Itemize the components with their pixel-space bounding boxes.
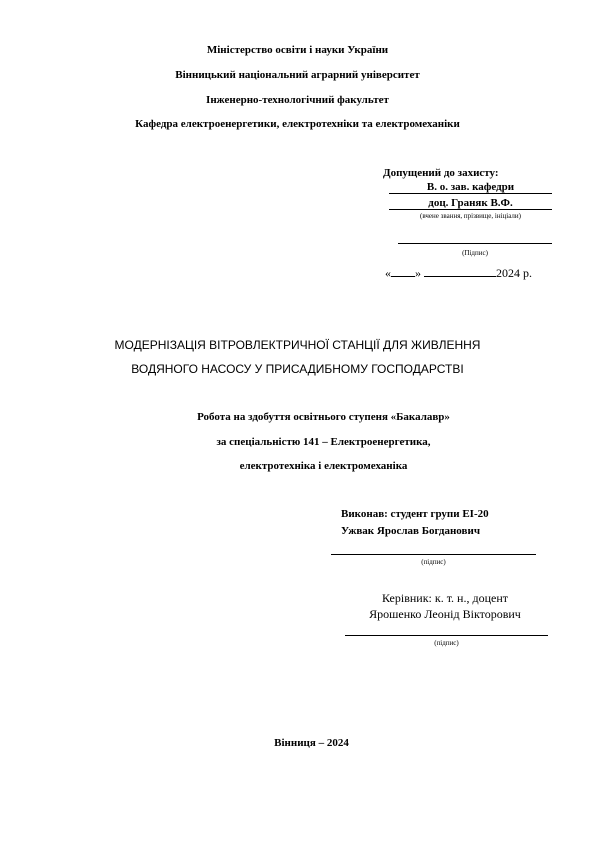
supervisor-name: Ярошенко Леонід Вікторович	[369, 607, 521, 621]
university-heading: Вінницький національний аграрний університет	[175, 69, 420, 81]
faculty-heading: Інженерно-технологічний факультет	[206, 94, 389, 106]
thesis-title-line2: ВОДЯНОГО НАСОСУ У ПРИСАДИБНОМУ ГОСПОДАРСТВІ	[131, 362, 464, 376]
position-label: В. о. зав. кафедри	[426, 181, 515, 193]
ministry-heading: Міністерство освіти і науки України	[206, 44, 389, 56]
supervisor-signature-caption: (підпис)	[434, 639, 459, 647]
city-year: Вінниця – 2024	[274, 737, 349, 749]
approval-date	[385, 266, 532, 281]
department-heading: Кафедра електроенергетики, електротехніки та електромеханіки	[135, 118, 460, 130]
supervisor-signature-line	[345, 635, 548, 636]
date-month-blank	[424, 266, 496, 277]
date-close-quote: »	[415, 266, 421, 280]
degree-line2: за спеціальністю 141 – Електроенергетика,	[216, 436, 431, 448]
head-signature-caption: (Підпис)	[462, 249, 488, 257]
performer-signature-caption: (підпис)	[421, 558, 446, 566]
performer-name: Ужвак Ярослав Богданович	[341, 525, 481, 537]
position-underline	[389, 193, 552, 194]
name-underline	[389, 209, 552, 210]
performer-signature-line	[331, 554, 536, 555]
head-name: доц. Граняк В.Ф.	[428, 197, 513, 209]
date-year: 2024 р.	[496, 266, 532, 280]
degree-line3: електротехніка і електромеханіка	[239, 460, 408, 472]
head-signature-line	[398, 243, 552, 244]
date-day-blank	[391, 266, 415, 277]
supervisor-label: Керівник: к. т. н., доцент	[382, 591, 508, 605]
date-open-quote: «	[385, 266, 391, 280]
admitted-label: Допущений до захисту:	[383, 167, 499, 179]
name-caption: (вчене звання, прізвище, ініціали)	[420, 212, 521, 220]
thesis-title-line1: МОДЕРНІЗАЦІЯ ВІТРОВЛЕКТРИЧНОЇ СТАНЦІЇ ДЛЯ ЖИВЛЕННЯ	[114, 338, 481, 352]
degree-line1: Робота на здобуття освітнього ступеня «Бакалавр»	[197, 411, 450, 423]
performer-label: Виконав: студент групи ЕІ-20	[341, 508, 489, 520]
